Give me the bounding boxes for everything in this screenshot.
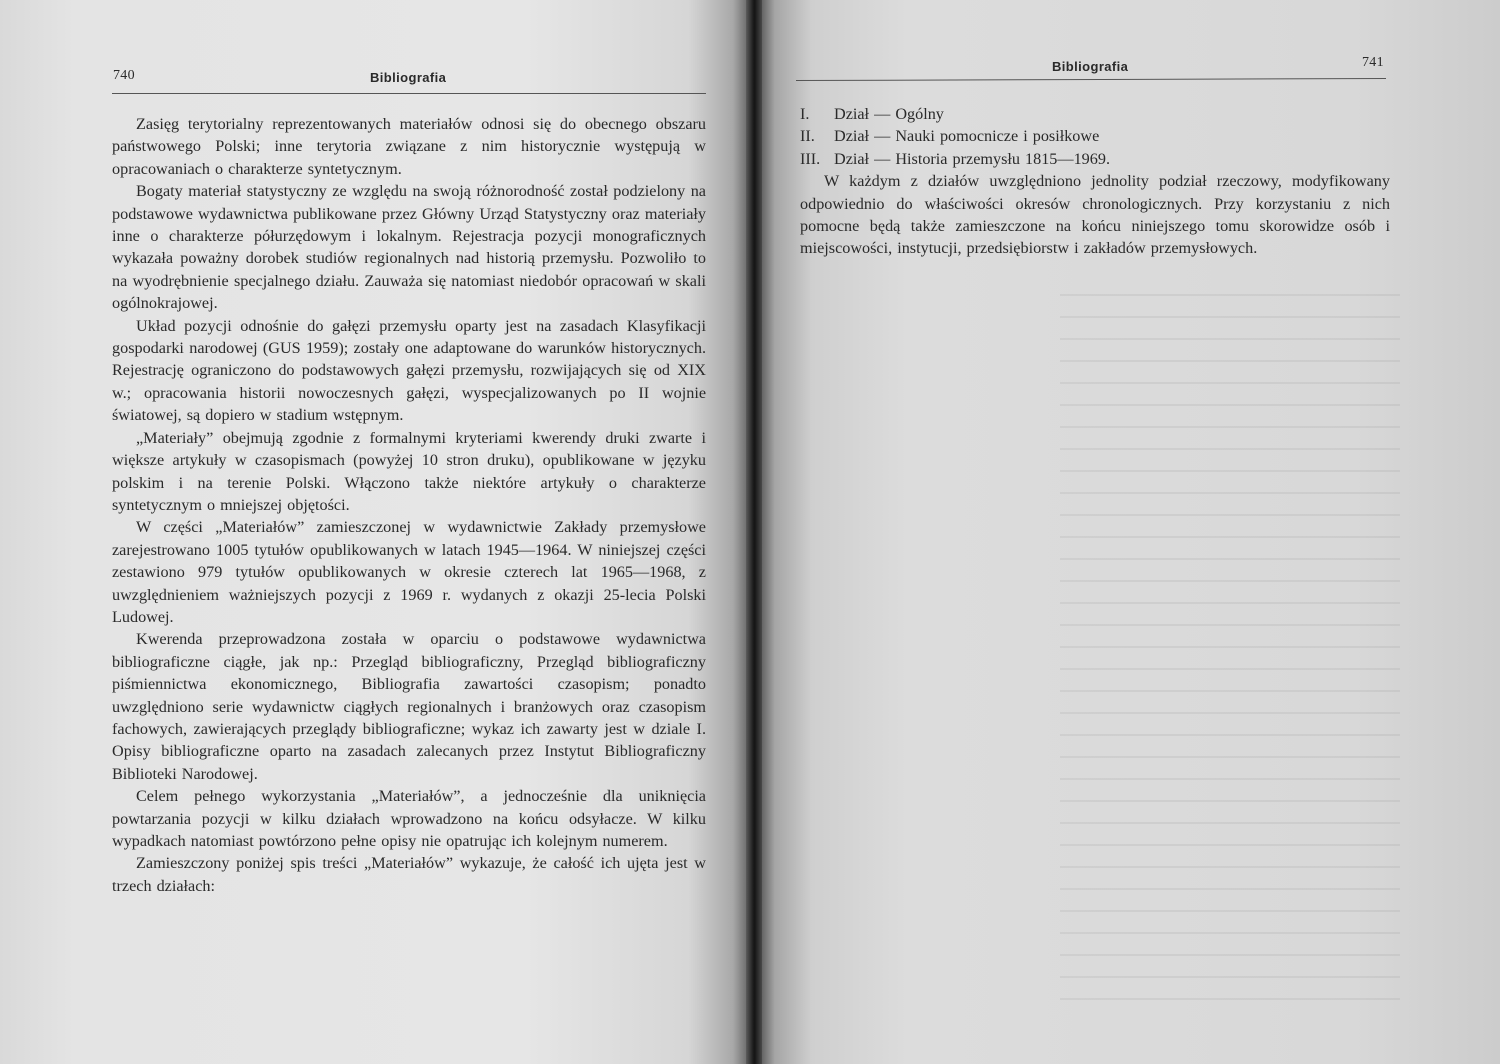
paragraph: W części „Materiałów” zamieszczonej w wydawnictwie Zakłady przemysłowe zarejestrowano 1005 tytułów opublikowanych w latach 1945—1964. W niniejszej części zestawiono 979 tytułów opublikowanych w okresie czterech lat 1965—1968, z uwzględnieniem ważniejszych pozycji z 1969 r. wydanych z okazji 25-lecia Polski Ludowej. <box>112 518 706 626</box>
paragraph: W każdym z działów uwzględniono jednolity podział rzeczowy, modyfikowany odpowiednio do właściwości okresów chronologicznych. Przy korzystaniu z nich pomocne będą także zamieszczone na końcu niniejszego tomu skorowidze osób i miejscowości, instytucji, przedsiębiorstw i zakładów przemysłowych. <box>800 172 1390 258</box>
toc-item <box>800 103 1390 125</box>
paragraph: Kwerenda przeprowadzona została w oparciu o podstawowe wydawnictwa bibliograficzne ciągłe, jak np.: Przegląd bibliograficzny, Przegląd bibliograficzny piśmiennictwa ekonomicznego, Bibliografia zawartości czasopism; ponadto uwzględniono serie wydawnictw ciągłych regionalnych i branżowych oraz czasopism fachowych, zawierających przeglądy bibliograficzne; wykaz ich zawarty jest w dziale I. Opisy bibliograficzne oparto na zasadach zalecanych przez Instytut Bibliograficzny Biblioteki Narodowej. <box>112 630 706 783</box>
book-gutter <box>746 0 762 1064</box>
paragraph: Zamieszczony poniżej spis treści „Materiałów” wykazuje, że całość ich ujęta jest w trzech działach: <box>112 854 706 895</box>
toc-item-number: I. <box>800 105 810 123</box>
toc-item-label: Dział — Nauki pomocnicze i posiłkowe <box>834 127 1100 146</box>
toc-item-label: Dział — Historia przemysłu 1815—1969. <box>834 149 1110 168</box>
paragraph: Układ pozycji odnośnie do gałęzi przemysłu oparty jest na zasadach Klasyfikacji gospodarki narodowej (GUS 1959); zostały one adaptowane do warunków historycznych. Rejestrację ograniczono do podstawowych gałęzi przemysłu, rozwijających się od XIX w.; opracowania historii nowoczesnych gałęzi, wyspecjalizowanych po II wojnie światowej, są dopiero w stadium wstępnym. <box>112 316 706 425</box>
right-running-title: Bibliografia <box>1052 59 1129 74</box>
table-of-contents <box>800 103 1390 170</box>
paragraph: Celem pełnego wykorzystania „Materiałów”, a jednocześnie dla uniknięcia powtarzania pozycji w kilku działach wprowadzono na końcu odsyłacze. W kilku wypadkach natomiast powtórzono pełne opisy nie opatrując ich kolejnym numerem. <box>112 787 706 850</box>
right-page-number: 741 <box>1362 55 1384 70</box>
left-running-title: Bibliografia <box>370 70 447 85</box>
paragraph: Bogaty materiał statystyczny ze względu na swoją różnorodność został podzielony na podstawowe wydawnictwa publikowane przez Główny Urząd Statystyczny oraz materiały inne o charakterze półurzędowym i lokalnym. Rejestracja pozycji monograficznych wykazała poważny dorobek studiów regionalnych nad historią przemysłu. Pozwoliło to na wyodrębnienie specjalnego działu. Zauważa się natomiast niedobór opracowań w skali ogólnokrajowej. <box>112 182 706 313</box>
toc-item <box>800 125 1390 147</box>
bleed-through-text <box>1060 280 1400 1000</box>
left-page-number: 740 <box>113 68 135 83</box>
paragraph: „Materiały” obejmują zgodnie z formalnymi kryteriami kwerendy druki zwarte i większe artykuły w czasopismach (powyżej 10 stron druku), opublikowane w języku polskim i na terenie Polski. Włączono także niektóre artykuły o charakterze syntetycznym o mniejszej objętości. <box>112 428 706 514</box>
right-body-text <box>800 103 1390 260</box>
left-header-rule <box>112 93 706 94</box>
toc-item <box>800 148 1390 170</box>
toc-item-label: Dział — Ogólny <box>834 105 944 123</box>
toc-item-number: II. <box>800 127 815 146</box>
toc-item-number: III. <box>800 149 821 168</box>
paragraph: Zasięg terytorialny reprezentowanych materiałów odnosi się do obecnego obszaru państwowego Polski; inne terytoria związane z nim historycznie występują w opracowaniach o charakterze syntetycznym. <box>112 115 706 178</box>
left-body-text <box>112 113 706 897</box>
